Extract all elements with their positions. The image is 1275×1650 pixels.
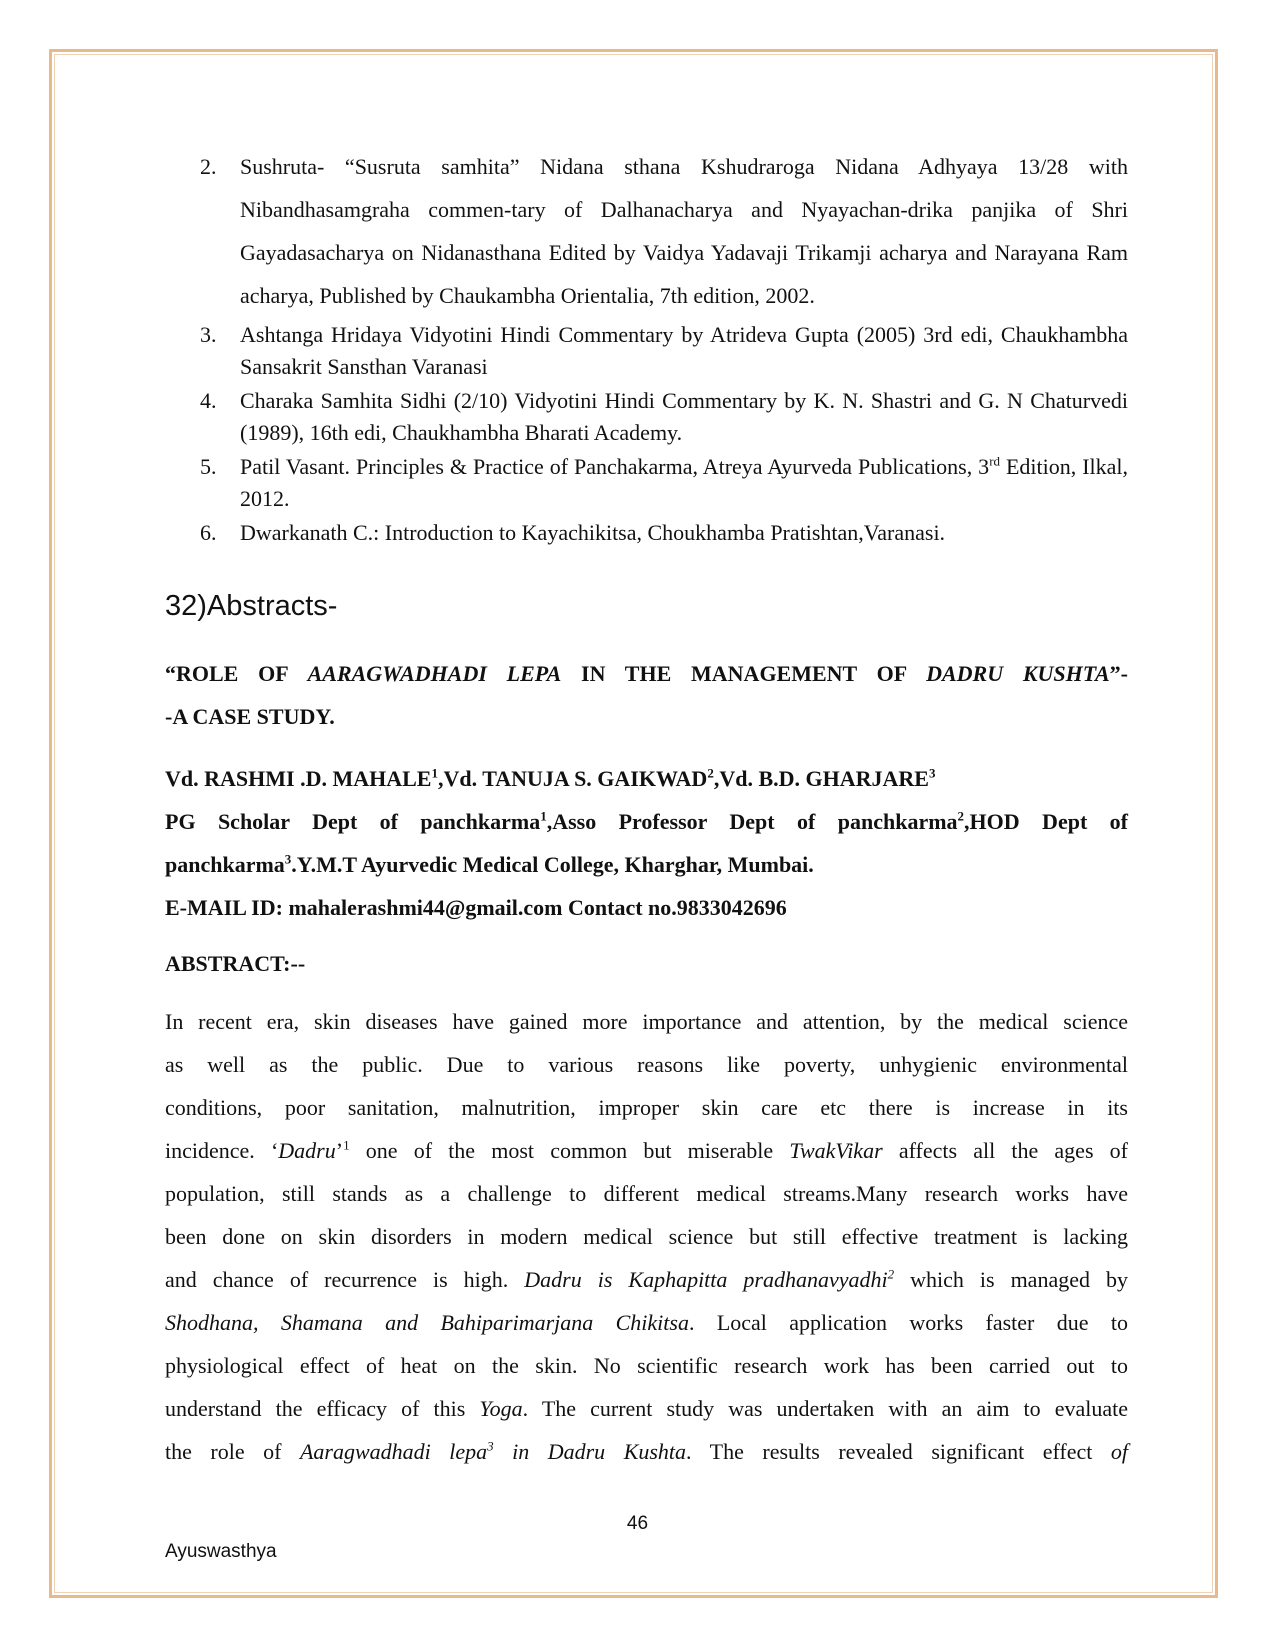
abstract-line: as well as the public. Due to various reasons like poverty, unhygienic environmental	[165, 1052, 1128, 1077]
article-title	[165, 652, 1128, 738]
superscript: rd	[989, 453, 1001, 469]
text-part: in Dadru Kushta	[493, 1439, 687, 1464]
abstract-line	[165, 1430, 1128, 1473]
text-part: Aaragwadhadi lepa	[299, 1439, 488, 1464]
abstract-line: physiological effect of heat on the skin. No scientific research work has been carried out to	[165, 1353, 1128, 1378]
abstract-line: conditions, poor sanitation, malnutrition, improper skin care etc there is increase in its	[165, 1095, 1128, 1120]
abstract-line	[165, 1301, 1128, 1344]
text-part: which is managed by	[894, 1267, 1128, 1292]
reference-text	[240, 451, 1128, 515]
reference-item	[200, 451, 1128, 515]
superscript: 2	[887, 1266, 895, 1282]
text-part: Dadru is Kaphapitta pradhanavyadhi	[524, 1267, 888, 1292]
reference-item	[200, 517, 1128, 549]
title-part: ”-	[1109, 661, 1128, 686]
reference-item	[200, 319, 1128, 383]
text-part: incidence. ‘	[165, 1138, 279, 1163]
text-part: the role of	[165, 1439, 300, 1464]
reference-text-part: Patil Vasant. Principles & Practice of Panchakarma, Atreya Ayurveda Publications, 3	[240, 454, 990, 479]
text-part: . Local application works faster due to	[688, 1310, 1128, 1335]
affiliation-line	[165, 800, 1128, 843]
title-line	[165, 652, 1128, 695]
title-part: “ROLE OF	[165, 661, 308, 686]
abstract-line: In recent era, skin diseases have gained more importance and attention, by the medical science	[165, 1009, 1128, 1034]
superscript: 3	[284, 851, 292, 867]
abstract-line: been done on skin disorders in modern medical science but still effective treatment is lacking	[165, 1224, 1128, 1249]
affiliation: PG Scholar Dept of panchkarma	[165, 809, 541, 834]
page-number: 46	[626, 1513, 649, 1534]
reference-text: Sushruta- “Susruta samhita” Nidana sthana Kshudraroga Nidana Adhyaya 13/28 with Nibandhasamgraha commen-tary of Dalhanacharya and Nyayachan-drika panjika of Shri Gayadasacharya on Nidanasthana Edited by Vaidya Yadavaji Trikamji acharya and Narayana Ram acharya, Published by Chaukambha Orientalia, 7th edition, 2002.	[240, 154, 1128, 308]
author-block	[165, 757, 1128, 929]
superscript: 1	[431, 765, 438, 781]
footer-journal-name: Ayuswasthya	[165, 1541, 277, 1562]
reference-list	[200, 145, 1128, 549]
reference-number: 4.	[200, 388, 217, 413]
superscript: 3	[928, 765, 936, 781]
text-part: one of the most common but miserable	[349, 1138, 790, 1163]
text-part: TwakVikar	[789, 1138, 883, 1163]
text-part: Dadru	[278, 1138, 336, 1163]
title-line: -A CASE STUDY.	[165, 704, 335, 729]
text-part: Yoga	[479, 1396, 523, 1421]
text-part: Shodhana, Shamana and Bahiparimarjana Chikitsa	[165, 1310, 689, 1335]
reference-text: Charaka Samhita Sidhi (2/10) Vidyotini Hindi Commentary by K. N. Shastri and G. N Chaturvedi (1989), 16th edi, Chaukhambha Bharati Academy.	[240, 388, 1128, 445]
title-part: IN THE MANAGEMENT OF	[561, 661, 927, 686]
text-part: affects all the ages of	[882, 1138, 1129, 1163]
text-part: . The current study was undertaken with an aim to evaluate	[522, 1396, 1129, 1421]
author: ,Vd. B.D. GHARJARE	[713, 766, 929, 791]
author: Vd. RASHMI .D. MAHALE	[165, 766, 432, 791]
abstract-line	[165, 1387, 1128, 1430]
superscript: 1	[540, 808, 547, 824]
title-part: AARAGWADHADI LEPA	[307, 661, 562, 686]
text-part: and chance of recurrence is high.	[165, 1267, 525, 1292]
author-names	[165, 757, 1128, 800]
abstract-line: population, still stands as a challenge to different medical streams.Many research works have	[165, 1181, 1128, 1206]
reference-text: Ashtanga Hridaya Vidyotini Hindi Commentary by Atrideva Gupta (2005) 3rd edi, Chaukhambha Sansakrit Sansthan Varanasi	[240, 322, 1128, 379]
section-heading: 32)Abstracts-	[165, 590, 338, 622]
reference-text: Dwarkanath C.: Introduction to Kayachikitsa, Choukhamba Pratishtan,Varanasi.	[240, 520, 946, 545]
superscript: 2	[957, 808, 965, 824]
contact-line: E-MAIL ID: mahalerashmi44@gmail.com Contact no.9833042696	[165, 895, 787, 920]
reference-item	[200, 385, 1128, 449]
abstract-line	[165, 1258, 1128, 1301]
title-part: DADRU KUSHTA	[926, 661, 1110, 686]
superscript: 1	[343, 1137, 350, 1153]
affiliation: ,HOD Dept of	[964, 809, 1128, 834]
reference-number: 3.	[200, 322, 217, 347]
superscript: 3	[487, 1438, 494, 1454]
abstract-body	[165, 1000, 1128, 1473]
reference-item	[200, 145, 1128, 317]
reference-number: 6.	[200, 520, 217, 545]
abstract-heading: ABSTRACT:--	[165, 951, 306, 976]
text-part: of	[1110, 1439, 1128, 1464]
affiliation: panchkarma	[165, 852, 285, 877]
text-part: . The results revealed significant effect	[686, 1439, 1111, 1464]
reference-number: 5.	[200, 454, 217, 479]
text-part: ’	[335, 1138, 344, 1163]
affiliation: ,Asso Professor Dept of panchkarma	[546, 809, 958, 834]
superscript: 2	[707, 765, 714, 781]
reference-number: 2.	[200, 154, 217, 179]
text-part: understand the efficacy of this	[165, 1396, 480, 1421]
reference-text-part: Edition, Ilkal, 2012.	[240, 454, 1129, 511]
affiliation: .Y.M.T Ayurvedic Medical College, Kharghar, Mumbai.	[291, 852, 814, 877]
abstract-line	[165, 1129, 1128, 1172]
affiliation-line	[165, 843, 1128, 886]
author: ,Vd. TANUJA S. GAIKWAD	[437, 766, 708, 791]
